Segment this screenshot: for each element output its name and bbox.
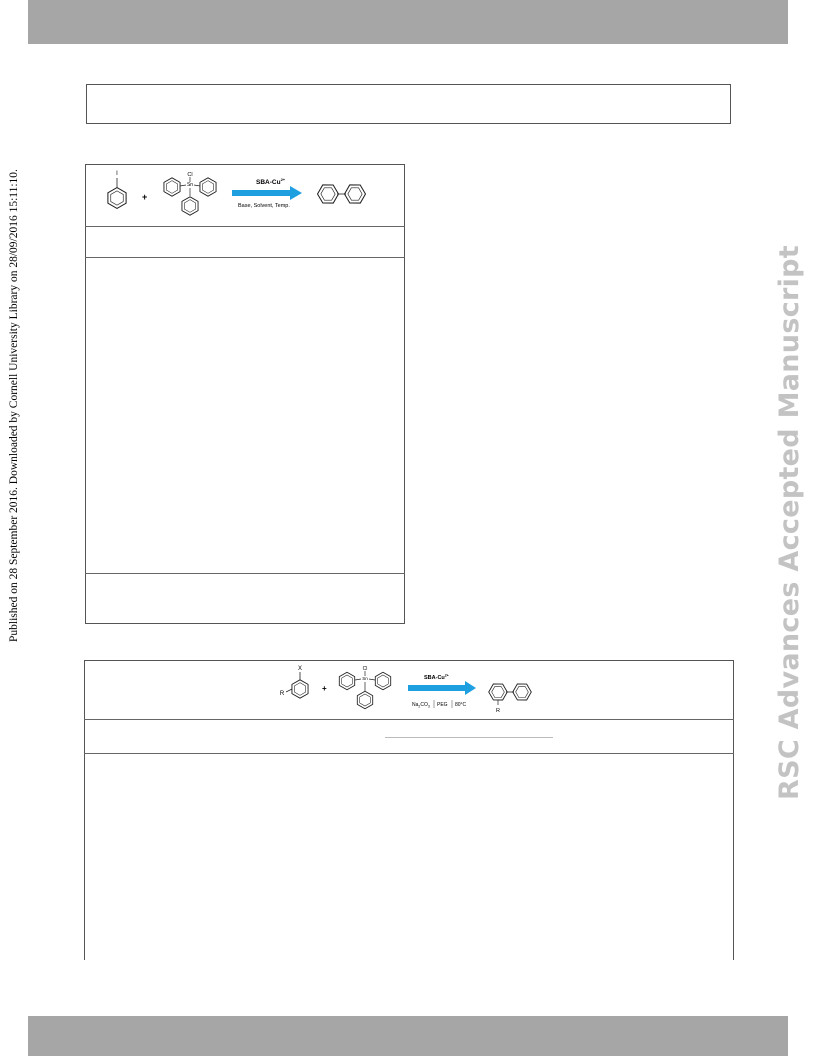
table2-column-rule <box>385 737 553 738</box>
iodobenzene-structure <box>108 171 126 208</box>
header-bar <box>28 0 788 44</box>
reaction-arrow <box>408 681 476 695</box>
base-label: $Na_2CO_3$ <box>412 702 430 709</box>
caption-box <box>86 84 731 124</box>
chloride-label: Cl <box>362 666 368 672</box>
plus-sign: + <box>142 192 148 202</box>
table1-rule <box>85 573 405 574</box>
chloride-label: Cl <box>187 172 193 178</box>
table1-rule <box>85 226 405 227</box>
reaction-arrow <box>232 186 302 200</box>
biphenyl-structure <box>315 180 368 207</box>
tin-label: Sn <box>362 676 368 681</box>
plus-sign: + <box>322 684 327 693</box>
iodine-label: I <box>116 171 118 177</box>
aryl-halide-structure <box>280 666 308 698</box>
triphenyltin-chloride-structure <box>164 172 216 215</box>
substituent-label: R <box>279 691 285 697</box>
product-substituent-label: R <box>496 708 500 714</box>
catalyst-label: SBA-$Cu^{2+}$ <box>424 673 449 681</box>
accepted-manuscript-watermark: RSC Advances Accepted Manuscript <box>774 244 805 800</box>
conditions-label: Base, Solvent, Temp. <box>238 203 290 209</box>
triphenyltin-chloride-structure <box>339 666 390 709</box>
solvent-label: PEG <box>437 702 448 708</box>
table1-frame <box>85 164 405 624</box>
tin-label: Sn <box>186 182 194 188</box>
substituted-biphenyl-structure <box>486 680 533 714</box>
table2-rule <box>84 753 734 754</box>
publication-notice: Published on 28 September 2016. Downloaded by Cornell University Library on 28/09/2016 15:11:10. <box>8 169 20 642</box>
table2-rule <box>84 719 734 720</box>
scheme1-reaction <box>86 165 404 225</box>
footer-bar <box>28 1016 788 1056</box>
halide-label: X <box>297 666 303 672</box>
temperature-label: 80°C <box>455 702 467 708</box>
catalyst-label: SBA-$Cu^{2+}$ <box>256 177 286 186</box>
table1-rule <box>85 257 405 258</box>
scheme2-reaction <box>260 662 560 718</box>
